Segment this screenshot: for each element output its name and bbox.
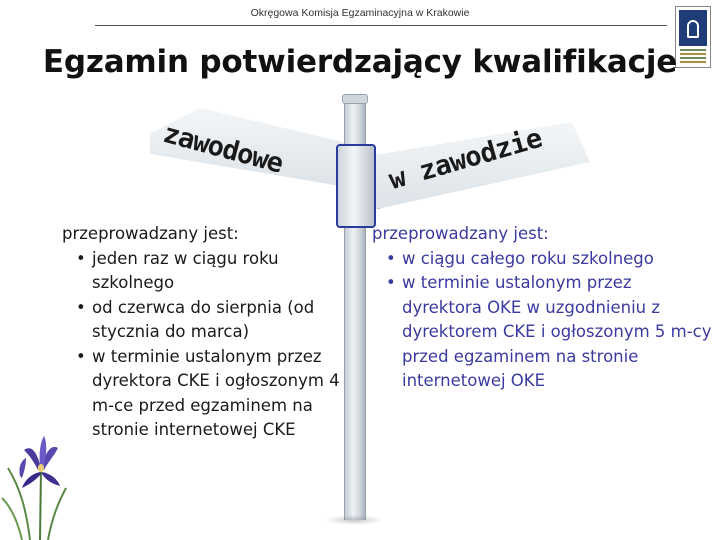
signpost-pole-top <box>342 94 368 104</box>
signpost-pole-base <box>325 515 383 525</box>
list-item-text: w terminie ustalonym przez dyrektora OKE w uzgodnieniu z dyrektorem CKE i ogłoszonym 5 m-cy przed egzaminem na stronie internetowej OKE <box>402 273 712 390</box>
list-item <box>372 247 712 272</box>
signpost-pole-band <box>336 144 376 228</box>
left-column-heading: przeprowadzany jest: <box>62 224 239 243</box>
list-item <box>372 271 712 394</box>
iris-flower-illustration-icon <box>0 408 80 540</box>
left-column <box>62 222 347 443</box>
sign-label-left: zawodowe <box>159 118 286 180</box>
right-column-heading: przeprowadzany jest: <box>372 224 549 243</box>
list-item <box>62 345 347 443</box>
bullet-icon: • <box>386 273 396 292</box>
list-item <box>62 247 347 296</box>
sign-label-right: w zawodzie <box>385 122 546 196</box>
right-column <box>372 222 712 394</box>
bullet-icon: • <box>76 297 86 317</box>
bullet-icon: • <box>386 248 396 268</box>
list-item-text: w terminie ustalonym przez dyrektora CKE i ogłoszonym 4 m-ce przed egzaminem na stronie internetowej CKE <box>92 346 340 439</box>
page-title: Egzamin potwierdzający kwalifikacje <box>42 44 678 80</box>
list-item-text: w ciągu całego roku szkolnego <box>402 248 654 268</box>
bullet-icon: • <box>76 248 86 268</box>
list-item <box>62 296 347 345</box>
left-column-list <box>62 247 347 443</box>
header-divider <box>95 25 667 26</box>
bullet-icon: • <box>76 346 86 366</box>
list-item-text: jeden raz w ciągu roku szkolnego <box>92 248 279 292</box>
list-item-text: od czerwca do sierpnia (od stycznia do marca) <box>92 297 315 341</box>
right-column-list <box>372 247 712 394</box>
header-organization: Okręgowa Komisja Egzaminacyjna w Krakowie <box>250 7 470 19</box>
